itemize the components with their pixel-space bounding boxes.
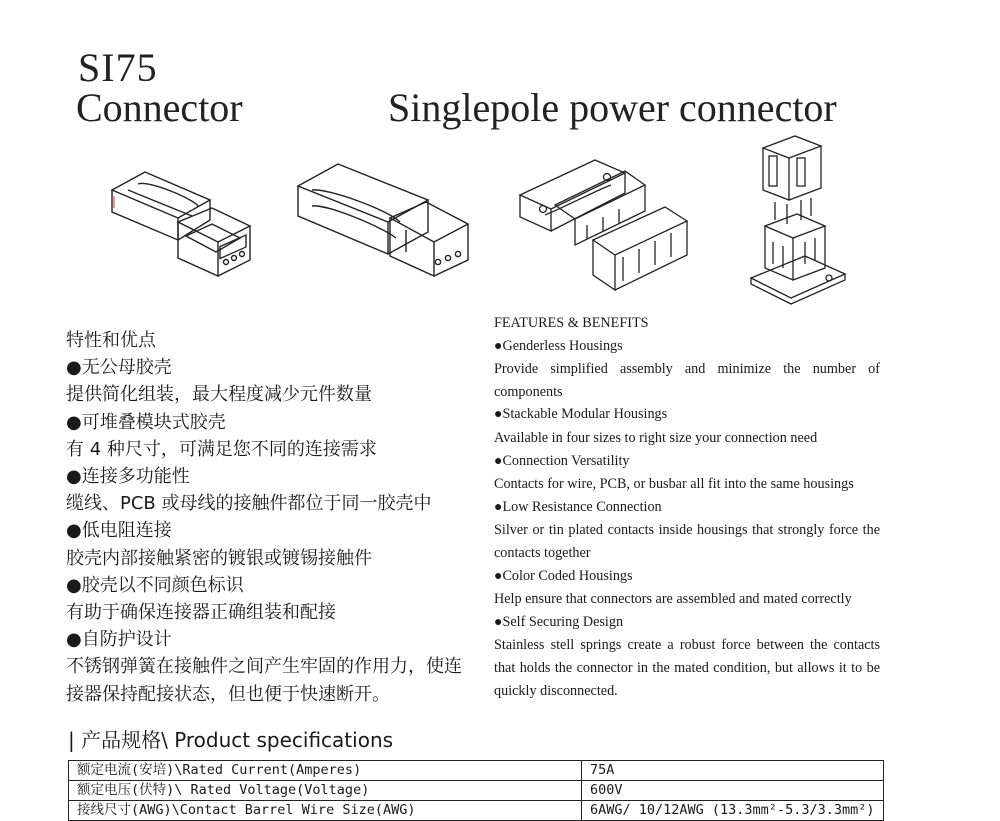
feature-cn-desc: 缆线、PCB 或母线的接触件都位于同一胶壳中: [66, 493, 432, 515]
single-connector-housing-illustration: [100, 160, 260, 280]
feature-cn-title: ● 无公母胶壳: [66, 354, 491, 381]
feature-en-title: ● Self Securing Design: [494, 611, 880, 635]
feature-cn-desc-continued: 接器保持配接状态，但也便于快速断开。: [66, 683, 390, 705]
spec-label: 接线尺寸(AWG)\Contact Barrel Wire Size(AWG): [69, 801, 582, 821]
feature-en-desc: Silver or tin plated contacts inside housings that strongly force the contacts together: [494, 522, 880, 561]
spec-label: 额定电压(伏特)\ Rated Voltage(Voltage): [69, 781, 582, 801]
feature-cn-desc: 有 4 种尺寸，可满足您不同的连接需求: [66, 438, 377, 460]
feature-en-desc: Contacts for wire, PCB, or busbar all fit into the same housings: [494, 476, 854, 493]
stacked-modular-housings-illustration: [515, 145, 695, 300]
model-title: SI75: [78, 45, 158, 90]
table-row: [69, 761, 884, 781]
feature-cn-title: ● 低电阻连接: [66, 517, 491, 544]
feature-cn-desc: 胶壳内部接触紧密的镀银或镀锡接触件: [66, 547, 372, 569]
features-en-heading: FEATURES & BENEFITS: [494, 315, 649, 331]
table-row: [69, 801, 884, 821]
feature-en-title: ● Stackable Modular Housings: [494, 403, 880, 427]
feature-cn-title: ● 胶壳以不同颜色标识: [66, 572, 491, 599]
feature-en-title: ● Genderless Housings: [494, 335, 880, 359]
spec-value: 6AWG/ 10/12AWG (13.3mm²-5.3/3.3mm²): [582, 801, 884, 821]
feature-cn-desc: 有助于确保连接器正确组装和配接: [66, 602, 336, 624]
feature-en-desc: Stainless stell springs create a robust force between the contacts that holds the connector in the mated condition, but allows it to be quickly disconnected.: [494, 637, 880, 699]
mated-connector-pair-illustration: [288, 150, 478, 280]
features-en: [494, 312, 880, 702]
feature-cn-title: ● 连接多功能性: [66, 463, 491, 490]
feature-cn-desc: 不锈钢弹簧在接触件之间产生牢固的作用力，使连: [66, 656, 462, 678]
feature-cn-title: ● 自防护设计: [66, 626, 491, 653]
feature-en-title: ● Color Coded Housings: [494, 565, 880, 589]
spec-value: 75A: [582, 761, 884, 781]
spec-value: 600V: [582, 781, 884, 801]
feature-cn-desc: 提供简化组装，最大程度减少元件数量: [66, 384, 372, 406]
features-cn: [66, 327, 491, 708]
specs-table: [68, 760, 884, 821]
spec-label: 额定电流(安培)\Rated Current(Amperes): [69, 761, 582, 781]
table-row: [69, 781, 884, 801]
feature-en-title: ● Low Resistance Connection: [494, 496, 880, 520]
product-subtitle: Singlepole power connector: [388, 85, 837, 130]
feature-en-desc: Help ensure that connectors are assembled and mated correctly: [494, 591, 852, 608]
pcb-mounted-connector-illustration: [745, 128, 850, 308]
specs-heading: | 产品规格\ Product specifications: [68, 728, 394, 752]
feature-en-desc: Provide simplified assembly and minimize the number of components: [494, 361, 880, 400]
feature-cn-title: ● 可堆叠模块式胶壳: [66, 409, 491, 436]
feature-en-desc: Available in four sizes to right size your connection need: [494, 429, 818, 446]
features-cn-heading: 特性和优点: [66, 330, 156, 351]
product-type-title: Connector: [76, 85, 243, 130]
feature-en-title: ● Connection Versatility: [494, 450, 880, 474]
